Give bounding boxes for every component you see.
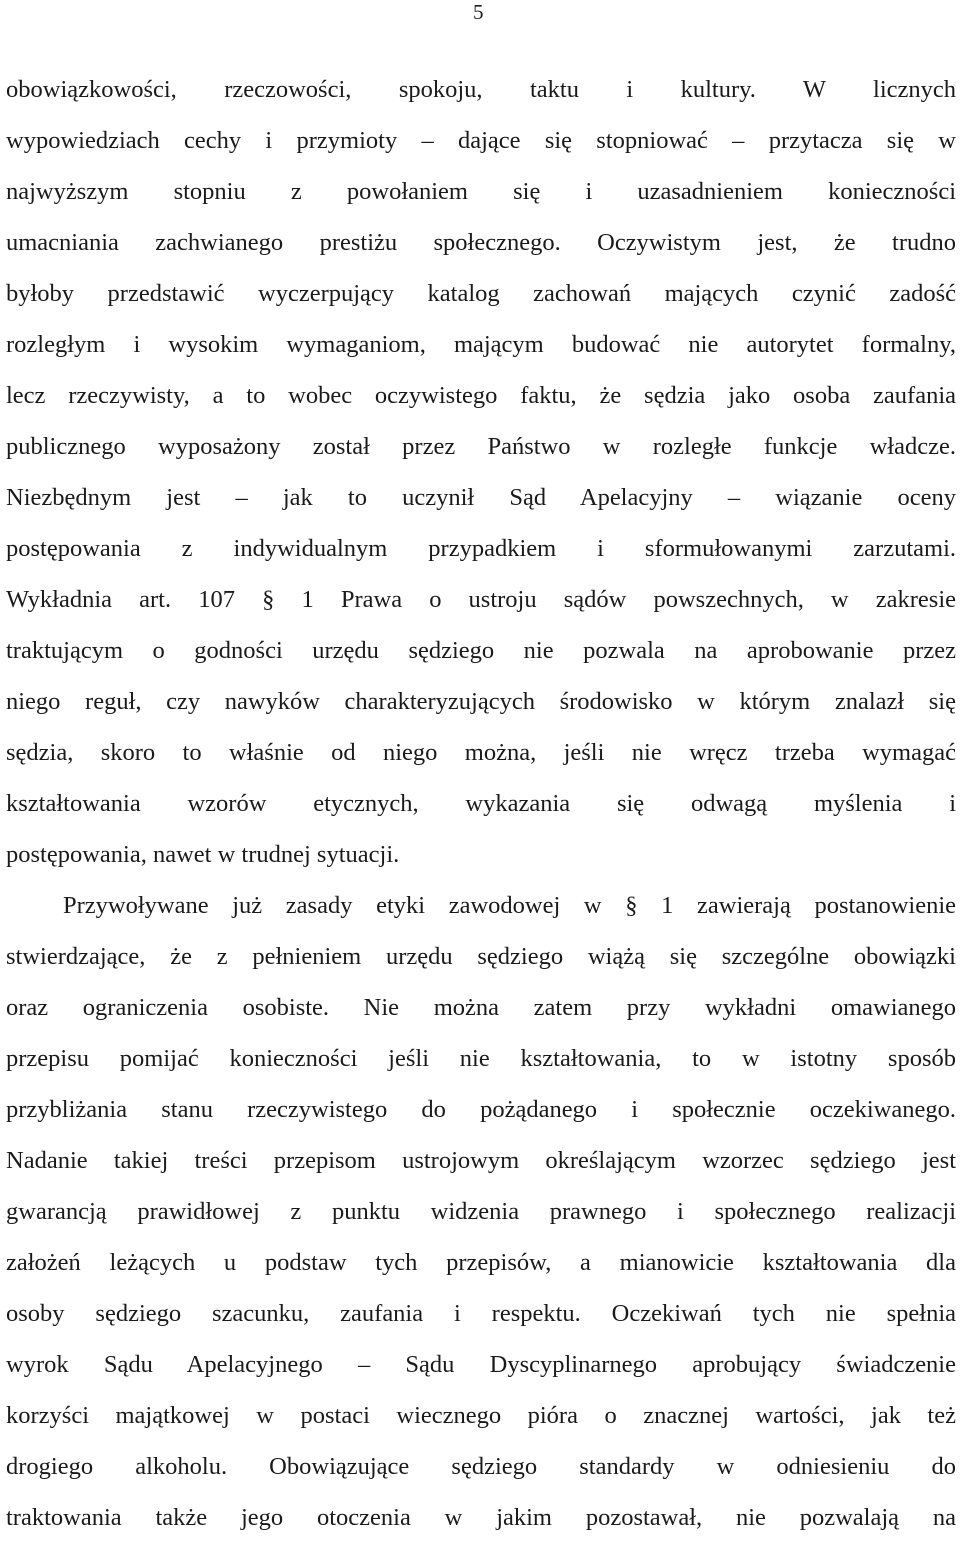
text-line: rozległym i wysokim wymaganiom, mającym budować nie autorytet formalny,: [6, 331, 956, 358]
text-line: niego reguł, czy nawyków charakteryzujących środowisko w którym znalazł się: [6, 688, 956, 715]
text-line: założeń leżących u podstaw tych przepisów, a mianowicie kształtowania dla: [6, 1249, 956, 1276]
text-line: postępowania z indywidualnym przypadkiem i sformułowanymi zarzutami.: [6, 535, 956, 562]
text-line: obowiązkowości, rzeczowości, spokoju, taktu i kultury. W licznych: [6, 76, 956, 103]
text-line: traktowania także jego otoczenia w jakim pozostawał, nie pozwalają na: [6, 1504, 956, 1531]
text-line: drogiego alkoholu. Obowiązujące sędziego standardy w odniesieniu do: [6, 1453, 956, 1480]
text-line: stwierdzające, że z pełnieniem urzędu sędziego wiążą się szczególne obowiązki: [6, 943, 956, 970]
text-line: postępowania, nawet w trudnej sytuacji.: [6, 841, 400, 868]
text-line: Przywoływane już zasady etyki zawodowej w § 1 zawierają postanowienie: [63, 892, 956, 919]
text-line: przepisu pomijać konieczności jeśli nie kształtowania, to w istotny sposób: [6, 1045, 956, 1072]
text-line: kształtowania wzorów etycznych, wykazania się odwagą myślenia i: [6, 790, 956, 817]
page-number: 5: [473, 0, 484, 24]
text-line: Wykładnia art. 107 § 1 Prawa o ustroju sądów powszechnych, w zakresie: [6, 586, 956, 613]
text-line: wyrok Sądu Apelacyjnego – Sądu Dyscyplinarnego aprobujący świadczenie: [6, 1351, 956, 1378]
text-line: gwarancją prawidłowej z punktu widzenia prawnego i społecznego realizacji: [6, 1198, 956, 1225]
text-line: Niezbędnym jest – jak to uczynił Sąd Apelacyjny – wiązanie oceny: [6, 484, 956, 511]
text-line: Nadanie takiej treści przepisom ustrojowym określającym wzorzec sędziego jest: [6, 1147, 956, 1174]
text-line: sędzia, skoro to właśnie od niego można, jeśli nie wręcz trzeba wymagać: [6, 739, 956, 766]
text-line: umacniania zachwianego prestiżu społecznego. Oczywistym jest, że trudno: [6, 229, 956, 256]
text-line: osoby sędziego szacunku, zaufania i respektu. Oczekiwań tych nie spełnia: [6, 1300, 956, 1327]
text-line: oraz ograniczenia osobiste. Nie można zatem przy wykładni omawianego: [6, 994, 956, 1021]
text-line: publicznego wyposażony został przez Państwo w rozległe funkcje władcze.: [6, 433, 956, 460]
text-line: przybliżania stanu rzeczywistego do pożądanego i społecznie oczekiwanego.: [6, 1096, 956, 1123]
text-line: traktującym o godności urzędu sędziego nie pozwala na aprobowanie przez: [6, 637, 956, 664]
text-line: lecz rzeczywisty, a to wobec oczywistego faktu, że sędzia jako osoba zaufania: [6, 382, 956, 409]
text-line: najwyższym stopniu z powołaniem się i uzasadnieniem konieczności: [6, 178, 956, 205]
document-body: [6, 64, 956, 1543]
text-line: wypowiedziach cechy i przymioty – dające się stopniować – przytacza się w: [6, 127, 956, 154]
text-line: byłoby przedstawić wyczerpujący katalog zachowań mających czynić zadość: [6, 280, 956, 307]
text-line: korzyści majątkowej w postaci wiecznego pióra o znacznej wartości, jak też: [6, 1402, 956, 1429]
